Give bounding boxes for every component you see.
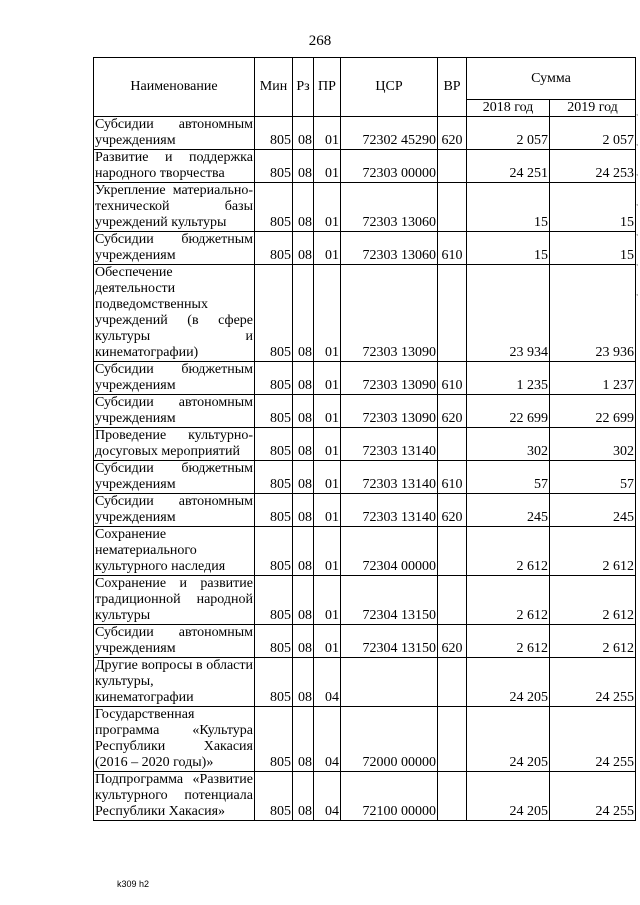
row-rz: 08 — [293, 576, 314, 625]
row-min: 805 — [255, 494, 293, 527]
row-vr — [438, 150, 467, 183]
row-min: 805 — [255, 772, 293, 821]
row-sum-2018: 24 205 — [467, 772, 550, 821]
row-pr: 01 — [314, 494, 341, 527]
row-pr: 04 — [314, 772, 341, 821]
row-min: 805 — [255, 527, 293, 576]
row-csr: 72302 45290 — [341, 117, 438, 150]
row-pr: 01 — [314, 183, 341, 232]
row-csr: 72303 13140 — [341, 428, 438, 461]
row-csr: 72303 13140 — [341, 461, 438, 494]
row-name: Субсидии автономным учреждениям — [95, 117, 253, 148]
row-csr: 72303 13090 — [341, 362, 438, 395]
row-sum-2018: 15 — [467, 183, 550, 232]
row-rz: 08 — [293, 658, 314, 707]
row-name: Развитие и поддержка народного творчества — [95, 150, 253, 181]
row-name: Проведение культурно-досуговых мероприятий — [95, 428, 253, 459]
row-sum-2018: 15 — [467, 232, 550, 265]
row-vr — [438, 576, 467, 625]
row-name: Субсидии автономным учреждениям — [95, 494, 253, 525]
row-min: 805 — [255, 576, 293, 625]
row-csr: 72303 13090 — [341, 265, 438, 362]
row-vr: 620 — [438, 117, 467, 150]
table-row — [94, 625, 636, 658]
row-rz: 08 — [293, 395, 314, 428]
row-min: 805 — [255, 461, 293, 494]
row-pr: 01 — [314, 527, 341, 576]
header-sum: Сумма — [467, 58, 636, 100]
table-row — [94, 576, 636, 625]
row-rz: 08 — [293, 707, 314, 772]
table-row — [94, 117, 636, 150]
row-min: 805 — [255, 625, 293, 658]
row-vr — [438, 527, 467, 576]
row-name: Субсидии бюджетным учреждениям — [95, 461, 253, 492]
header-vr: ВР — [438, 58, 467, 117]
row-vr — [438, 428, 467, 461]
page-edge-marks: , , , , , , , — [636, 108, 639, 297]
table-row — [94, 772, 636, 821]
row-csr: 72000 00000 — [341, 707, 438, 772]
row-pr: 01 — [314, 625, 341, 658]
row-vr: 610 — [438, 362, 467, 395]
table-row — [94, 494, 636, 527]
row-sum-2019: 1 237 — [550, 362, 636, 395]
table-row — [94, 232, 636, 265]
header-rz: Рз — [293, 58, 314, 117]
row-csr: 72303 13090 — [341, 395, 438, 428]
row-vr — [438, 658, 467, 707]
row-sum-2019: 23 936 — [550, 265, 636, 362]
row-pr: 01 — [314, 117, 341, 150]
row-sum-2019: 302 — [550, 428, 636, 461]
row-csr: 72303 13060 — [341, 232, 438, 265]
row-min: 805 — [255, 183, 293, 232]
table-row — [94, 150, 636, 183]
row-csr: 72304 00000 — [341, 527, 438, 576]
header-pr: ПР — [314, 58, 341, 117]
row-rz: 08 — [293, 527, 314, 576]
row-pr: 01 — [314, 428, 341, 461]
row-vr — [438, 772, 467, 821]
row-sum-2018: 1 235 — [467, 362, 550, 395]
header-2018: 2018 год — [467, 100, 550, 117]
row-vr: 620 — [438, 625, 467, 658]
budget-table — [93, 57, 636, 821]
header-name: Наименование — [94, 58, 255, 117]
row-csr: 72304 13150 — [341, 625, 438, 658]
row-vr: 610 — [438, 232, 467, 265]
row-pr: 04 — [314, 707, 341, 772]
row-pr: 04 — [314, 658, 341, 707]
row-pr: 01 — [314, 232, 341, 265]
row-name: Укрепление материально-технической базы учреждений культуры — [95, 183, 253, 230]
row-vr — [438, 707, 467, 772]
table-row — [94, 461, 636, 494]
row-sum-2018: 24 205 — [467, 658, 550, 707]
row-min: 805 — [255, 232, 293, 265]
row-pr: 01 — [314, 265, 341, 362]
row-sum-2019: 2 612 — [550, 527, 636, 576]
row-vr: 620 — [438, 494, 467, 527]
row-csr: 72303 00000 — [341, 150, 438, 183]
row-name: Субсидии автономным учреждениям — [95, 395, 253, 426]
row-name: Субсидии автономным учреждениям — [95, 625, 253, 656]
row-rz: 08 — [293, 461, 314, 494]
row-csr: 72303 13140 — [341, 494, 438, 527]
row-rz: 08 — [293, 772, 314, 821]
row-vr — [438, 183, 467, 232]
row-sum-2019: 2 612 — [550, 625, 636, 658]
table-row — [94, 183, 636, 232]
row-name: Государственная программа «Культура Республики Хакасия (2016 – 2020 годы)» — [95, 707, 253, 770]
row-min: 805 — [255, 658, 293, 707]
header-csr: ЦСР — [341, 58, 438, 117]
row-sum-2019: 245 — [550, 494, 636, 527]
row-sum-2018: 2 057 — [467, 117, 550, 150]
table-body — [94, 117, 636, 821]
table-row — [94, 658, 636, 707]
row-vr: 610 — [438, 461, 467, 494]
row-pr: 01 — [314, 395, 341, 428]
row-sum-2019: 24 253 — [550, 150, 636, 183]
row-rz: 08 — [293, 625, 314, 658]
row-min: 805 — [255, 265, 293, 362]
row-name: Подпрограмма «Развитие культурного потенциала Республики Хакасия» — [95, 772, 253, 819]
row-rz: 08 — [293, 362, 314, 395]
row-sum-2019: 15 — [550, 232, 636, 265]
row-sum-2019: 2 612 — [550, 576, 636, 625]
row-rz: 08 — [293, 232, 314, 265]
row-name: Сохранение нематериального культурного наследия — [94, 527, 255, 576]
footer-code: k309 h2 — [117, 879, 150, 889]
row-sum-2018: 57 — [467, 461, 550, 494]
row-min: 805 — [255, 362, 293, 395]
row-csr: 72304 13150 — [341, 576, 438, 625]
row-name: Субсидии бюджетным учреждениям — [95, 232, 253, 263]
row-sum-2019: 22 699 — [550, 395, 636, 428]
table-row — [94, 527, 636, 576]
row-min: 805 — [255, 428, 293, 461]
row-sum-2019: 57 — [550, 461, 636, 494]
table-row — [94, 395, 636, 428]
row-rz: 08 — [293, 265, 314, 362]
row-sum-2018: 2 612 — [467, 576, 550, 625]
row-sum-2019: 24 255 — [550, 772, 636, 821]
row-rz: 08 — [293, 117, 314, 150]
row-sum-2018: 2 612 — [467, 625, 550, 658]
row-name: Сохранение и развитие традиционной народной культуры — [95, 576, 253, 623]
row-pr: 01 — [314, 150, 341, 183]
page-number: 268 — [308, 33, 332, 49]
row-sum-2019: 24 255 — [550, 707, 636, 772]
row-name: Субсидии бюджетным учреждениям — [95, 362, 253, 393]
row-sum-2019: 2 057 — [550, 117, 636, 150]
row-csr: 72303 13060 — [341, 183, 438, 232]
row-rz: 08 — [293, 494, 314, 527]
header-min: Мин — [255, 58, 293, 117]
row-pr: 01 — [314, 362, 341, 395]
table-row — [94, 265, 636, 362]
row-pr: 01 — [314, 576, 341, 625]
row-name: Другие вопросы в области культуры, кинематографии — [95, 658, 253, 705]
row-vr — [438, 265, 467, 362]
row-sum-2019: 24 255 — [550, 658, 636, 707]
row-name: Обеспечение деятельности подведомственных учреждений (в сфере культуры и кинематографии) — [95, 265, 253, 360]
row-pr: 01 — [314, 461, 341, 494]
row-rz: 08 — [293, 183, 314, 232]
row-sum-2018: 24 251 — [467, 150, 550, 183]
row-sum-2018: 24 205 — [467, 707, 550, 772]
row-sum-2018: 23 934 — [467, 265, 550, 362]
row-sum-2018: 22 699 — [467, 395, 550, 428]
row-sum-2018: 245 — [467, 494, 550, 527]
row-min: 805 — [255, 707, 293, 772]
row-sum-2018: 302 — [467, 428, 550, 461]
header-2019: 2019 год — [550, 100, 636, 117]
row-rz: 08 — [293, 428, 314, 461]
row-sum-2019: 15 — [550, 183, 636, 232]
row-csr — [341, 658, 438, 707]
row-min: 805 — [255, 150, 293, 183]
table-row — [94, 707, 636, 772]
row-sum-2018: 2 612 — [467, 527, 550, 576]
row-vr: 620 — [438, 395, 467, 428]
row-csr: 72100 00000 — [341, 772, 438, 821]
row-min: 805 — [255, 395, 293, 428]
table-row — [94, 428, 636, 461]
row-rz: 08 — [293, 150, 314, 183]
row-min: 805 — [255, 117, 293, 150]
table-row — [94, 362, 636, 395]
